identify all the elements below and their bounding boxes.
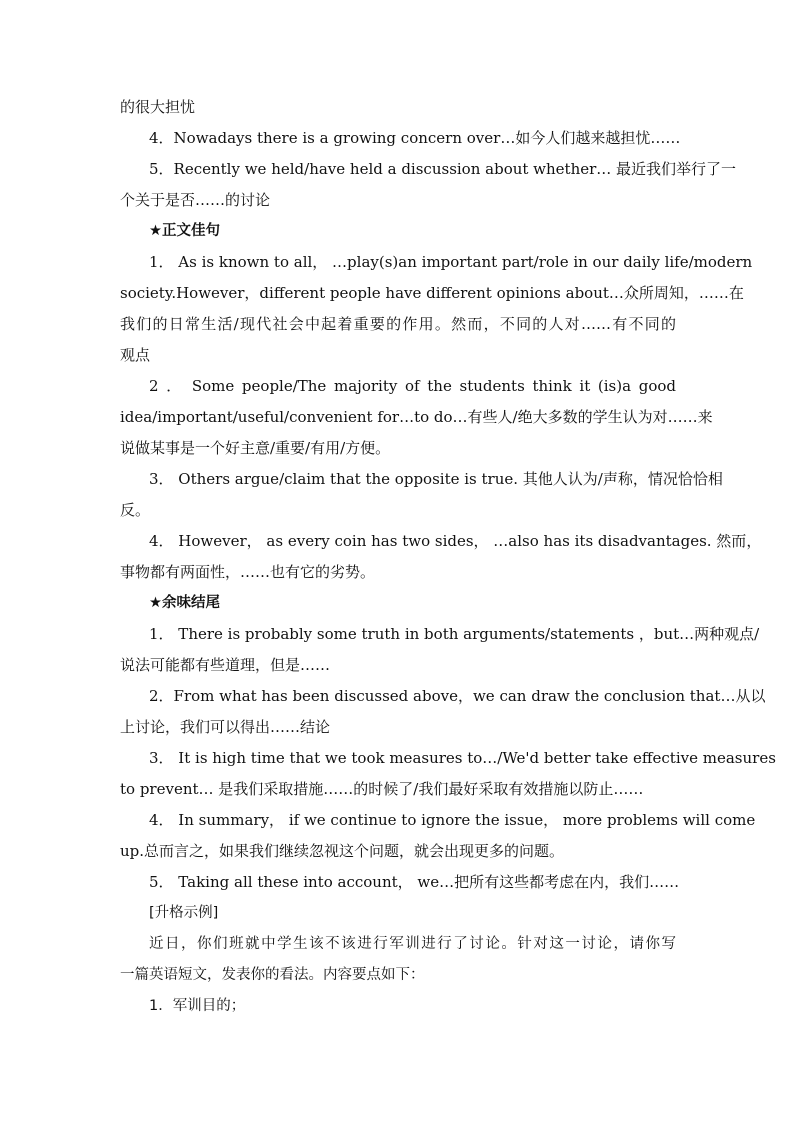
text-line: 的很大担忧: [120, 98, 196, 116]
text-line: 4．Nowadays there is a growing concern over…如今人们越来越担忧……: [149, 129, 681, 147]
example-label: [升格示例]: [149, 905, 219, 921]
text-line: society.However，different people have different opinions about…众所周知，……在: [120, 284, 744, 302]
text-line: up.总而言之，如果我们继续忽视这个问题，就会出现更多的问题。: [120, 842, 565, 860]
text-line: 3． Others argue/claim that the opposite is true. 其他人认为/声称，情况恰恰相: [149, 470, 723, 488]
text-line: 1．军训目的；: [149, 998, 246, 1014]
text-line: 一篇英语短文，发表你的看法。内容要点如下：: [120, 967, 425, 983]
section-heading: ★正文佳句: [149, 223, 220, 239]
text-line: 说做某事是一个好主意/重要/有用/方便。: [120, 439, 391, 457]
text-line: 4． In summary， if we continue to ignore the issue， more problems will come: [149, 811, 756, 829]
text-line: 5． Taking all these into account， we…把所有这些都考虑在内，我们……: [149, 873, 680, 891]
section-heading: ★余味结尾: [149, 595, 220, 611]
text-line: to prevent… 是我们采取措施……的时候了/我们最好采取有效措施以防止……: [120, 780, 644, 798]
text-line: 上讨论，我们可以得出……结论: [120, 718, 331, 736]
text-line: 反。: [120, 501, 151, 519]
text-line: 1． There is probably some truth in both arguments/statements ，but…两种观点/: [149, 625, 760, 643]
text-line: 事物都有两面性，……也有它的劣势。: [120, 563, 376, 581]
text-line: 2．From what has been discussed above，we can draw the conclusion that…从以: [149, 687, 766, 705]
text-line: 我们的日常生活/现代社会中起着重要的作用。然而，不同的人对……有不同的: [120, 315, 676, 333]
text-line: 近日，你们班就中学生该不该进行军训进行了讨论。针对这一讨论，请你写: [149, 936, 676, 952]
text-line: 2 ． Some people/The majority of the students think it (is)a good: [149, 377, 676, 395]
text-line: 4． However， as every coin has two sides， …also has its disadvantages. 然而，: [149, 532, 762, 550]
text-line: 说法可能都有些道理，但是……: [120, 656, 331, 674]
text-line: 观点: [120, 346, 151, 364]
text-line: 1． As is known to all， …play(s)an important part/role in our daily life/modern: [149, 253, 753, 271]
text-line: idea/important/useful/convenient for…to do…有些人/绝大多数的学生认为对……来: [120, 408, 713, 426]
text-line: 个关于是否……的讨论: [120, 191, 271, 209]
text-line: 3． It is high time that we took measures to…/We'd better take effective measures: [149, 749, 776, 767]
text-line: 5．Recently we held/have held a discussion about whether… 最近我们举行了一: [149, 160, 737, 178]
document-body: [120, 92, 776, 1022]
